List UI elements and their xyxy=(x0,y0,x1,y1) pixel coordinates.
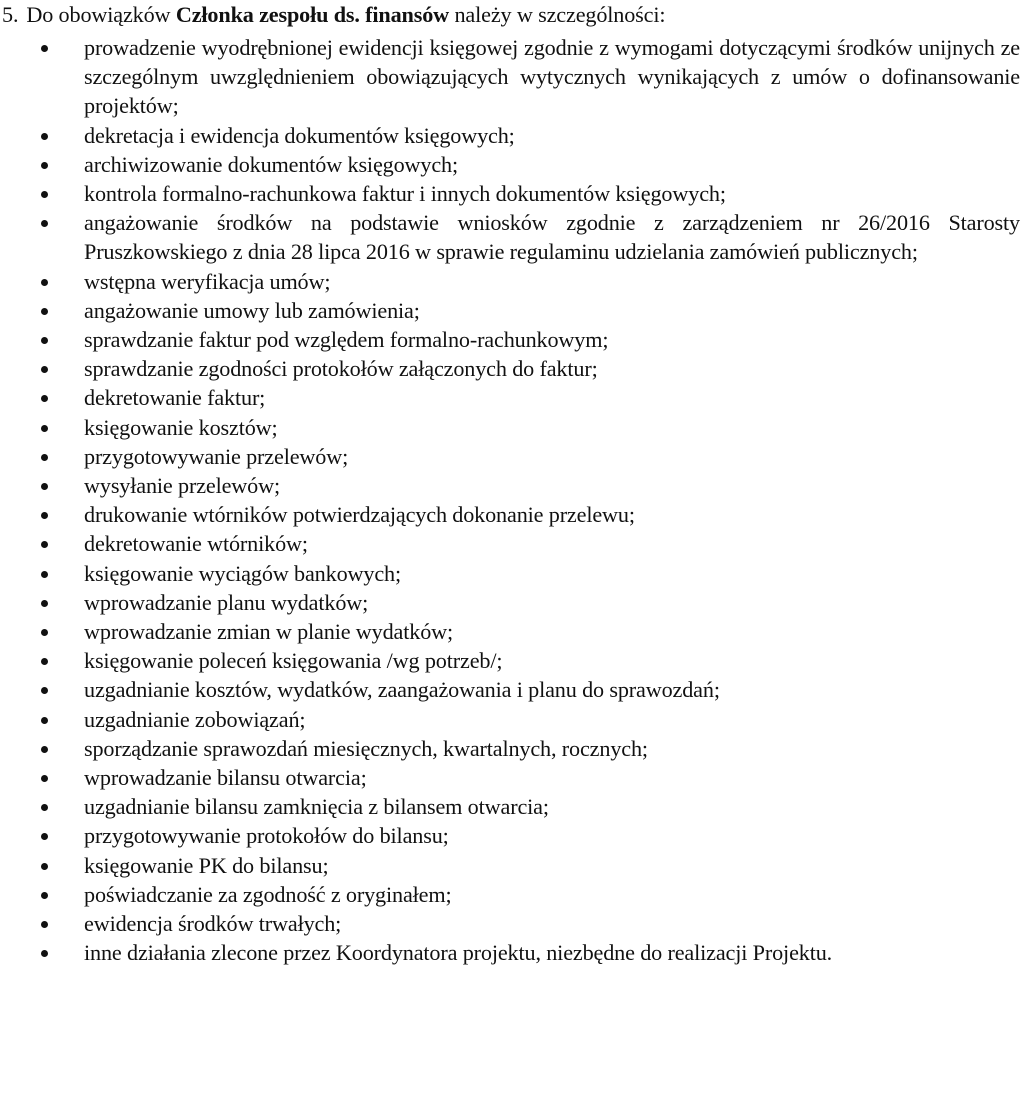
list-item-text: uzgadnianie kosztów, wydatków, zaangażowania i planu do sprawozdań; xyxy=(84,677,720,703)
list-item xyxy=(0,588,1024,617)
list-item-text: księgowanie kosztów; xyxy=(84,414,278,440)
bullet-icon xyxy=(41,45,48,52)
list-item-text: drukowanie wtórników potwierdzających dokonanie przelewu; xyxy=(84,502,635,528)
list-item xyxy=(0,646,1024,675)
bullet-icon xyxy=(41,512,48,519)
bullet-icon xyxy=(41,454,48,461)
bullet-icon xyxy=(41,279,48,286)
bullet-icon xyxy=(41,863,48,870)
list-item xyxy=(0,909,1024,938)
bullet-icon xyxy=(41,308,48,315)
list-item xyxy=(0,705,1024,734)
list-item xyxy=(0,500,1024,529)
list-item xyxy=(0,938,1024,967)
bullet-icon xyxy=(41,425,48,432)
section-intro-prefix: Do obowiązków xyxy=(26,2,176,27)
list-item-text: sprawdzanie zgodności protokołów załączonych do faktur; xyxy=(84,356,598,382)
list-item-text: uzgadnianie bilansu zamknięcia z bilansem otwarcia; xyxy=(84,794,549,820)
list-item-text: przygotowywanie przelewów; xyxy=(84,443,349,469)
bullet-icon xyxy=(41,600,48,607)
bullet-icon xyxy=(41,950,48,957)
list-item-text: sprawdzanie faktur pod względem formalno-rachunkowym; xyxy=(84,327,609,353)
list-item-text: angażowanie umowy lub zamówienia; xyxy=(84,297,420,323)
bullet-icon xyxy=(41,366,48,373)
list-item-text: ewidencja środków trwałych; xyxy=(84,911,342,937)
list-item-text: dekretacja i ewidencja dokumentów księgowych; xyxy=(84,122,515,148)
list-item-text: dekretowanie wtórników; xyxy=(84,531,308,557)
bullet-icon xyxy=(41,775,48,782)
list-item-text: księgowanie PK do bilansu; xyxy=(84,852,329,878)
list-item xyxy=(0,150,1024,179)
bullet-icon xyxy=(41,921,48,928)
list-item-text: prowadzenie wyodrębnionej ewidencji księgowej zgodnie z wymogami dotyczącymi środków unijnych ze szczególnym uwzględnieniem obowiązujących wytycznych wynikających z umów o dofinansowanie projektów; xyxy=(84,35,1020,119)
bullet-icon xyxy=(41,162,48,169)
list-item xyxy=(0,792,1024,821)
bullet-icon xyxy=(41,833,48,840)
list-item-text: dekretowanie faktur; xyxy=(84,385,266,411)
bullet-icon xyxy=(41,483,48,490)
bullet-icon xyxy=(41,629,48,636)
list-item-text: sporządzanie sprawozdań miesięcznych, kwartalnych, rocznych; xyxy=(84,735,648,761)
list-item xyxy=(0,442,1024,471)
bullet-icon xyxy=(41,804,48,811)
list-item xyxy=(0,559,1024,588)
bullet-icon xyxy=(41,133,48,140)
section-heading xyxy=(2,0,665,30)
list-item-text: wstępna weryfikacja umów; xyxy=(84,268,331,294)
list-item xyxy=(0,179,1024,208)
list-item xyxy=(0,821,1024,850)
bullet-icon xyxy=(41,746,48,753)
list-item-text: archiwizowanie dokumentów księgowych; xyxy=(84,151,458,177)
list-item xyxy=(0,383,1024,412)
list-item-text: księgowanie wyciągów bankowych; xyxy=(84,560,401,586)
bullet-icon xyxy=(41,541,48,548)
list-item-text: wprowadzanie bilansu otwarcia; xyxy=(84,765,367,791)
section-intro-suffix: należy w szczególności: xyxy=(449,2,666,27)
list-item-text: wysyłanie przelewów; xyxy=(84,473,281,499)
list-item-text: uzgadnianie zobowiązań; xyxy=(84,706,306,732)
list-item-text: wprowadzanie zmian w planie wydatków; xyxy=(84,619,454,645)
bullet-icon xyxy=(41,717,48,724)
list-item xyxy=(0,529,1024,558)
list-item xyxy=(0,33,1024,121)
list-item xyxy=(0,880,1024,909)
list-item xyxy=(0,121,1024,150)
list-item xyxy=(0,617,1024,646)
list-item xyxy=(0,851,1024,880)
section-intro-bold: Członka zespołu ds. finansów xyxy=(175,2,450,27)
list-item-text: inne działania zlecone przez Koordynatora projektu, niezbędne do realizacji Projektu. xyxy=(84,940,833,966)
list-item xyxy=(0,471,1024,500)
bullet-icon xyxy=(41,658,48,665)
list-item xyxy=(0,413,1024,442)
list-item xyxy=(0,734,1024,763)
list-item xyxy=(0,296,1024,325)
list-item xyxy=(0,267,1024,296)
list-item xyxy=(0,208,1024,266)
list-item-text: księgowanie poleceń księgowania /wg potrzeb/; xyxy=(84,648,503,674)
duties-list xyxy=(0,33,1024,968)
bullet-icon xyxy=(41,687,48,694)
bullet-icon xyxy=(41,337,48,344)
bullet-icon xyxy=(41,191,48,198)
list-item-text: kontrola formalno-rachunkowa faktur i innych dokumentów księgowych; xyxy=(84,181,726,207)
list-item-text: angażowanie środków na podstawie wniosków zgodnie z zarządzeniem nr 26/2016 Starosty Pruszkowskiego z dnia 28 lipca 2016 w sprawie regulaminu udzielania zamówień publicznych; xyxy=(84,210,1020,265)
list-item-text: poświadczanie za zgodność z oryginałem; xyxy=(84,881,452,907)
bullet-icon xyxy=(41,220,48,227)
list-item xyxy=(0,354,1024,383)
list-item xyxy=(0,325,1024,354)
list-item xyxy=(0,763,1024,792)
bullet-icon xyxy=(41,571,48,578)
list-item xyxy=(0,675,1024,704)
bullet-icon xyxy=(41,395,48,402)
list-item-text: przygotowywanie protokołów do bilansu; xyxy=(84,823,449,849)
list-item-text: wprowadzanie planu wydatków; xyxy=(84,589,369,615)
bullet-icon xyxy=(41,892,48,899)
section-number: 5. xyxy=(2,2,19,27)
